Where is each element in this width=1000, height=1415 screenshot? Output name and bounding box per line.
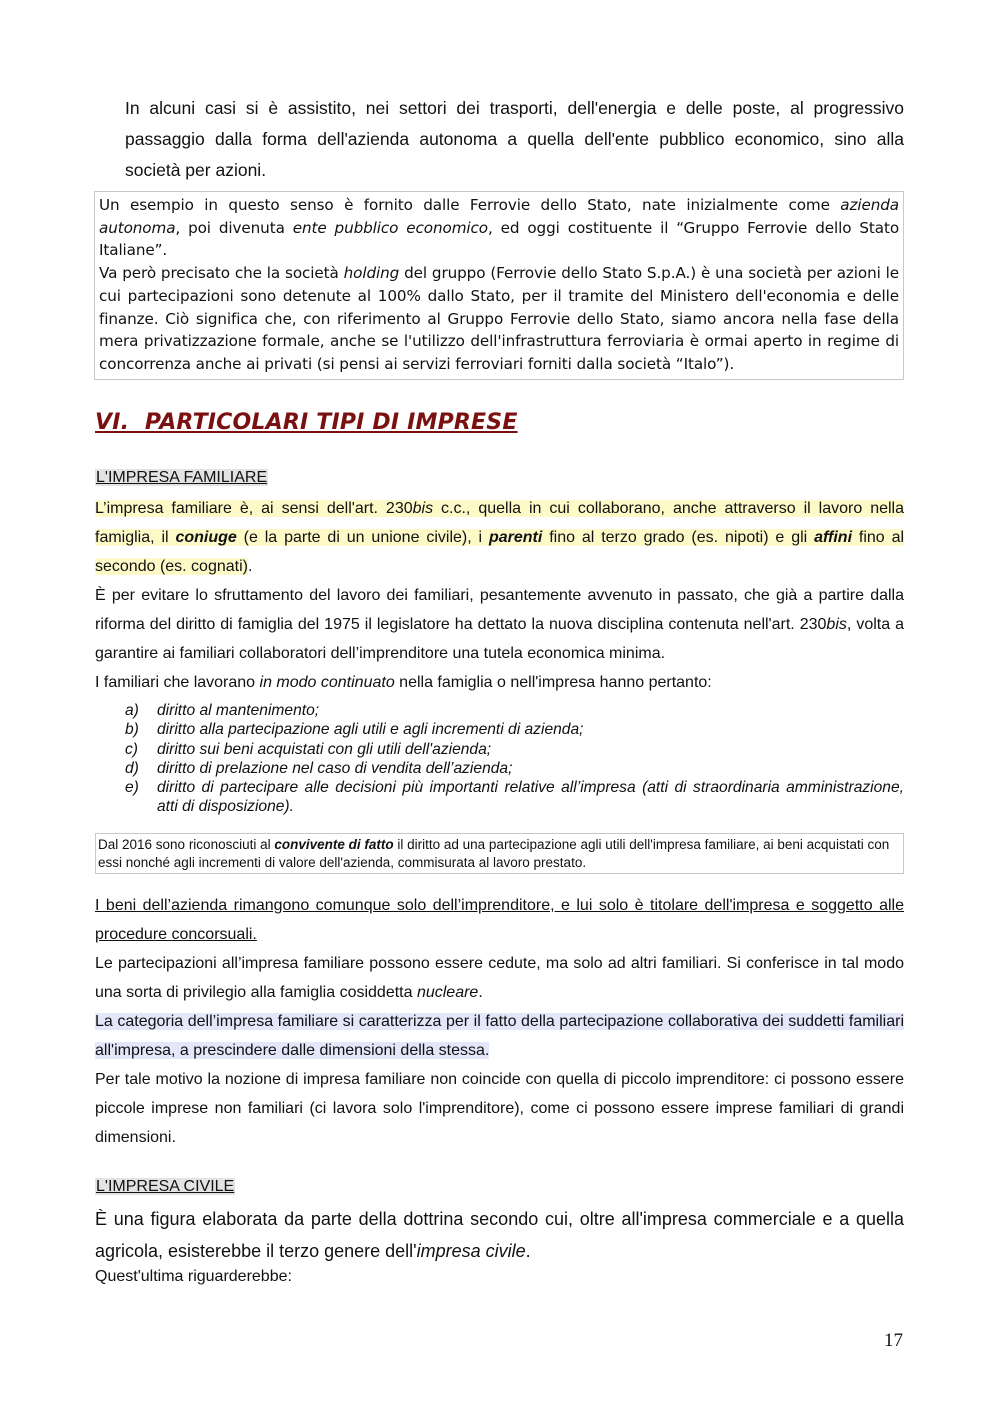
text-span: . [525, 1241, 531, 1261]
text-span: fino al terzo grado (es. nipoti) e gli [542, 529, 815, 546]
list-item [125, 701, 904, 720]
paragraph-history [95, 581, 904, 668]
list-marker: c) [125, 740, 138, 758]
italic-term: holding [343, 264, 400, 283]
list-item [125, 740, 904, 759]
list-item [125, 759, 904, 778]
list-item [125, 778, 904, 817]
list-marker: e) [125, 779, 139, 797]
text-span: Va però precisato che la società [99, 264, 344, 283]
text-span: , ed oggi costituente il “Gruppo Ferrovie dello Stato Italiane”. [99, 218, 900, 260]
list-item-text: diritto di prelazione nel caso di vendita dell’azienda; [157, 759, 513, 777]
example-box [94, 191, 904, 380]
example-paragraph-2 [99, 262, 899, 376]
subsection-title-text: L'IMPRESA CIVILE [96, 1178, 235, 1195]
list-item-text: diritto di partecipare alle decisioni più importanti relative all’impresa (atti di straordinaria amministrazione, atti di disposizione). [157, 779, 904, 816]
italic-term: azienda autonoma [99, 196, 899, 237]
text-span: fino al secondo (es. cognati) [95, 529, 905, 575]
section-heading: VI. PARTICOLARI TIPI DI IMPRESE [95, 410, 518, 435]
list-marker: a) [125, 702, 139, 719]
paragraph-definition [95, 494, 904, 581]
italic-term: nucleare [416, 984, 479, 1001]
paragraph-impresa-civile [95, 1203, 904, 1267]
text-span: . [247, 558, 253, 575]
list-item-text: diritto al mantenimento; [157, 702, 320, 719]
paragraph-category [95, 1007, 904, 1065]
subsection-title-text: L'IMPRESA FAMILIARE [96, 469, 268, 486]
text-span: I familiari che lavorano [95, 674, 260, 691]
text-span: il diritto ad una partecipazione agli utili dell'impresa familiare, ai beni acquistati con essi nonché agli incrementi di valore dell'azienda, commisurata al lavoro prestato. [98, 837, 890, 870]
italic-term: in modo continuato [259, 674, 395, 691]
text-span: Dal 2016 sono riconosciuti al [98, 837, 275, 852]
bold-term: parenti [488, 529, 543, 546]
italic-term: bis [412, 500, 434, 517]
text-span: . [478, 984, 483, 1001]
note-box [95, 833, 904, 874]
subsection-title-impresa-familiare [95, 469, 268, 487]
list-marker: b) [125, 721, 139, 739]
highlighted-definition [95, 500, 904, 575]
text-span: L’impresa familiare è, ai sensi dell'art. 230 [95, 500, 413, 517]
paragraph-assets: I beni dell’azienda rimangono comunque solo dell’imprenditore, e lui solo è titolare dell'impresa e soggetto alle procedure concorsuali. [95, 897, 904, 943]
text-span: Le partecipazioni all’impresa familiare possono essere cedute, ma solo ad altri familiari. Si conferisce in tal modo una sorta di privilegio alla famiglia cosiddetta [95, 955, 904, 1001]
page-number: 17 [884, 1330, 903, 1351]
text-span: nella famiglia o nell'impresa hanno pertanto: [394, 674, 712, 691]
rights-list [125, 701, 904, 817]
text-span: , poi divenuta [175, 218, 293, 237]
list-item [125, 720, 904, 739]
text-span: È per evitare lo sfruttamento del lavoro dei familiari, pesantemente avvenuto in passato, che già a partire dalla riforma del diritto di famiglia del 1975 il legislatore ha dettato la nuova disciplina contenuta nell'art. 230 [95, 587, 904, 633]
paragraph-lead-in: Quest'ultima riguarderebbe: [95, 1268, 292, 1285]
text-span: c.c., quella in cui collaborano, anche attraverso il lavoro nella famiglia, il [95, 500, 905, 546]
text-span: , volta a garantire ai familiari collaboratori dell’imprenditore una tutela economica minima. [95, 616, 905, 662]
example-paragraph-1 [99, 194, 899, 262]
list-item-text: diritto sui beni acquistati con gli utili dell'azienda; [157, 740, 492, 758]
text-span: (e la parte di un unione civile), i [236, 529, 489, 546]
italic-term: bis [826, 616, 847, 633]
italic-term: impresa civile [416, 1241, 526, 1261]
paragraph-transfer [95, 949, 904, 1007]
bold-term: affini [814, 529, 853, 546]
paragraph-rights-intro [95, 668, 904, 697]
list-marker: d) [125, 759, 139, 777]
paragraph-comparison: Per tale motivo la nozione di impresa familiare non coincide con quella di piccolo imprenditore: ci possono essere piccole imprese non familiari (ci lavora solo l'imprenditore), come ci possono essere imprese familiari di grandi dimensioni. [95, 1071, 904, 1146]
bold-term: coniuge [175, 529, 237, 546]
subsection-title-impresa-civile [95, 1178, 235, 1196]
bold-term: convivente di fatto [274, 837, 394, 852]
intro-paragraph: In alcuni casi si è assistito, nei settori dei trasporti, dell'energia e delle poste, al progressivo passaggio dalla forma dell'azienda autonoma a quella dell'ente pubblico economico, sino alla società per azioni. [125, 98, 904, 180]
list-item-text: diritto alla partecipazione agli utili e agli incrementi di azienda; [157, 721, 584, 739]
text-span: Un esempio in questo senso è fornito dalle Ferrovie dello Stato, nate inizialmente come [99, 196, 841, 214]
text-span: del gruppo (Ferrovie dello Stato S.p.A.) è una società per azioni le cui partecipazioni sono detenute al 100% dallo Stato, per il tramite del Ministero dell'economia e delle finanze. Ciò significa che, con riferimento al Gruppo Ferrovie dello Stato, siamo ancora nella fase della mera privatizzazione formale, anche se l'utilizzo dell'infrastruttura ferroviaria è ormai aperto in regime di concorrenza anche ai privati (si pensi ai servizi ferroviari forniti dalla società “Italo”). [99, 264, 899, 373]
italic-term: ente pubblico economico [292, 218, 488, 237]
highlighted-text: La categoria dell’impresa familiare si caratterizza per il fatto della partecipazione collaborativa dei suddetti familiari all'impresa, a prescindere dalle dimensioni della stessa. [95, 1013, 904, 1059]
text-span: È una figura elaborata da parte della dottrina secondo cui, oltre all'impresa commerciale e a quella agricola, esisterebbe il terzo genere dell' [95, 1209, 904, 1261]
